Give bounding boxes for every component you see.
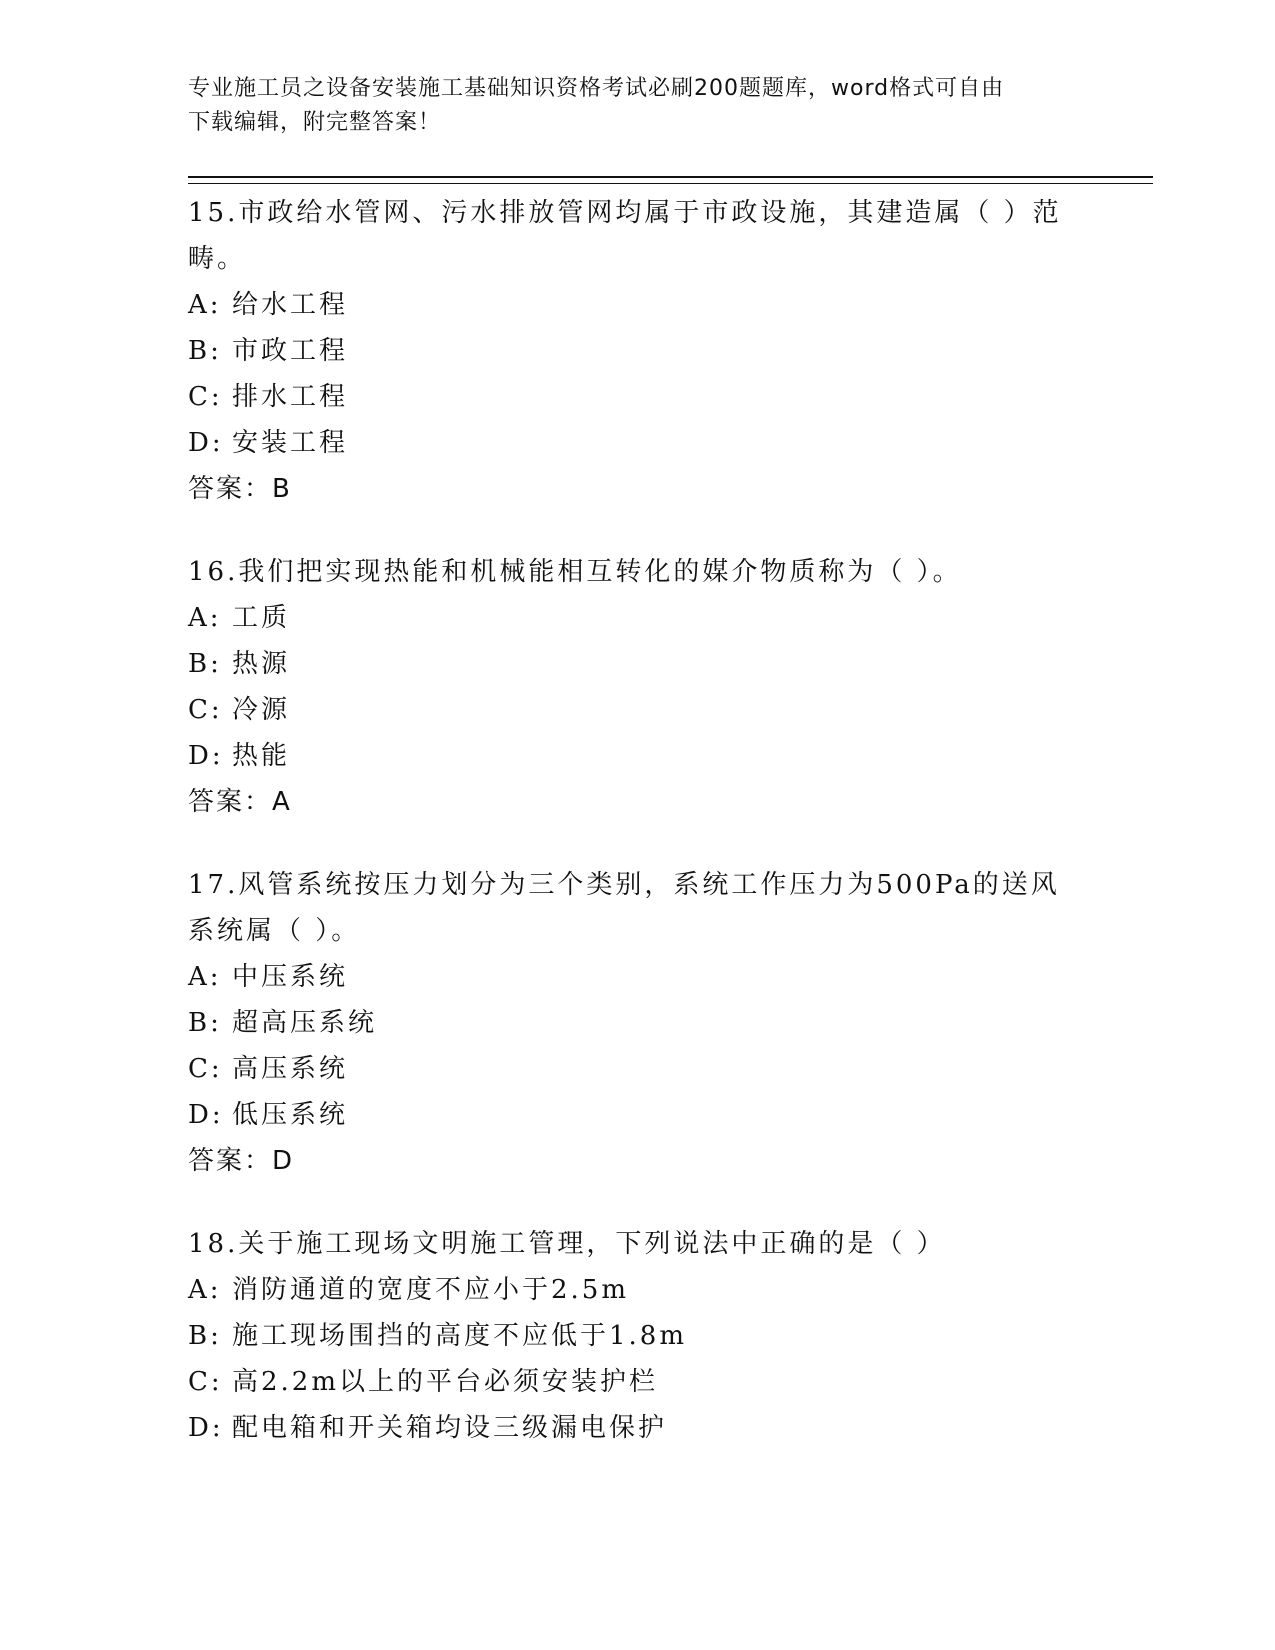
option-text: 热源 [232, 649, 291, 679]
question-list [188, 190, 1088, 1488]
option-text: 市政工程 [232, 336, 349, 366]
question-15 [188, 190, 1088, 512]
option-d [188, 420, 1088, 466]
question-text: 16.我们把实现热能和机械能相互转化的媒介物质称为（ ）。 [188, 557, 962, 587]
option-letter: D: [188, 428, 224, 458]
answer-label: 答案：D [188, 1146, 295, 1176]
option-text: 给水工程 [232, 290, 349, 320]
option-c [188, 374, 1088, 420]
question-16 [188, 549, 1088, 825]
option-letter: C: [188, 695, 223, 725]
option-text: 中压系统 [232, 962, 349, 992]
option-letter: A: [188, 1275, 222, 1305]
option-text: 消防通道的宽度不应小于2.5m [232, 1275, 630, 1305]
option-text: 高2.2m以上的平台必须安装护栏 [232, 1367, 659, 1397]
option-text: 配电箱和开关箱均设三级漏电保护 [232, 1413, 668, 1443]
option-text: 低压系统 [232, 1100, 349, 1130]
option-text: 工质 [232, 603, 291, 633]
header-divider-thick [188, 176, 1153, 178]
option-c [188, 687, 1088, 733]
option-letter: C: [188, 1054, 223, 1084]
option-c [188, 1046, 1088, 1092]
option-letter: C: [188, 1367, 223, 1397]
option-b [188, 1313, 1088, 1359]
option-a [188, 282, 1088, 328]
option-letter: D: [188, 1413, 224, 1443]
option-b [188, 1000, 1088, 1046]
option-letter: A: [188, 962, 222, 992]
question-text: 18.关于施工现场文明施工管理，下列说法中正确的是（ ） [188, 1229, 946, 1259]
question-18 [188, 1221, 1088, 1451]
option-text: 安装工程 [232, 428, 349, 458]
option-letter: A: [188, 603, 222, 633]
question-17 [188, 862, 1088, 1184]
header-line-2: 下载编辑，附完整答案！ [188, 110, 442, 135]
option-b [188, 328, 1088, 374]
option-letter: D: [188, 741, 224, 771]
header-line-1: 专业施工员之设备安装施工基础知识资格考试必刷200题题库，word格式可自由 [188, 76, 1005, 101]
header-divider-thin [188, 183, 1153, 184]
option-a [188, 954, 1088, 1000]
option-text: 超高压系统 [232, 1008, 378, 1038]
option-letter: B: [188, 1321, 222, 1351]
answer-label: 答案：B [188, 474, 292, 504]
option-d [188, 733, 1088, 779]
option-d [188, 1405, 1088, 1451]
option-text: 施工现场围挡的高度不应低于1.8m [232, 1321, 688, 1351]
question-text: 15.市政给水管网、污水排放管网均属于市政设施，其建造属（ ）范畴。 [188, 198, 1062, 274]
option-text: 热能 [232, 741, 291, 771]
option-text: 高压系统 [232, 1054, 349, 1084]
option-text: 排水工程 [232, 382, 349, 412]
option-letter: D: [188, 1100, 224, 1130]
option-letter: B: [188, 649, 222, 679]
option-letter: B: [188, 336, 222, 366]
option-c [188, 1359, 1088, 1405]
option-letter: B: [188, 1008, 222, 1038]
question-text: 17.风管系统按压力划分为三个类别，系统工作压力为500Pa的送风系统属（ ）。 [188, 870, 1060, 946]
document-header [188, 72, 1088, 140]
option-letter: C: [188, 382, 223, 412]
option-letter: A: [188, 290, 222, 320]
option-b [188, 641, 1088, 687]
option-a [188, 1267, 1088, 1313]
option-d [188, 1092, 1088, 1138]
option-text: 冷源 [232, 695, 291, 725]
option-a [188, 595, 1088, 641]
answer-label: 答案：A [188, 787, 292, 817]
